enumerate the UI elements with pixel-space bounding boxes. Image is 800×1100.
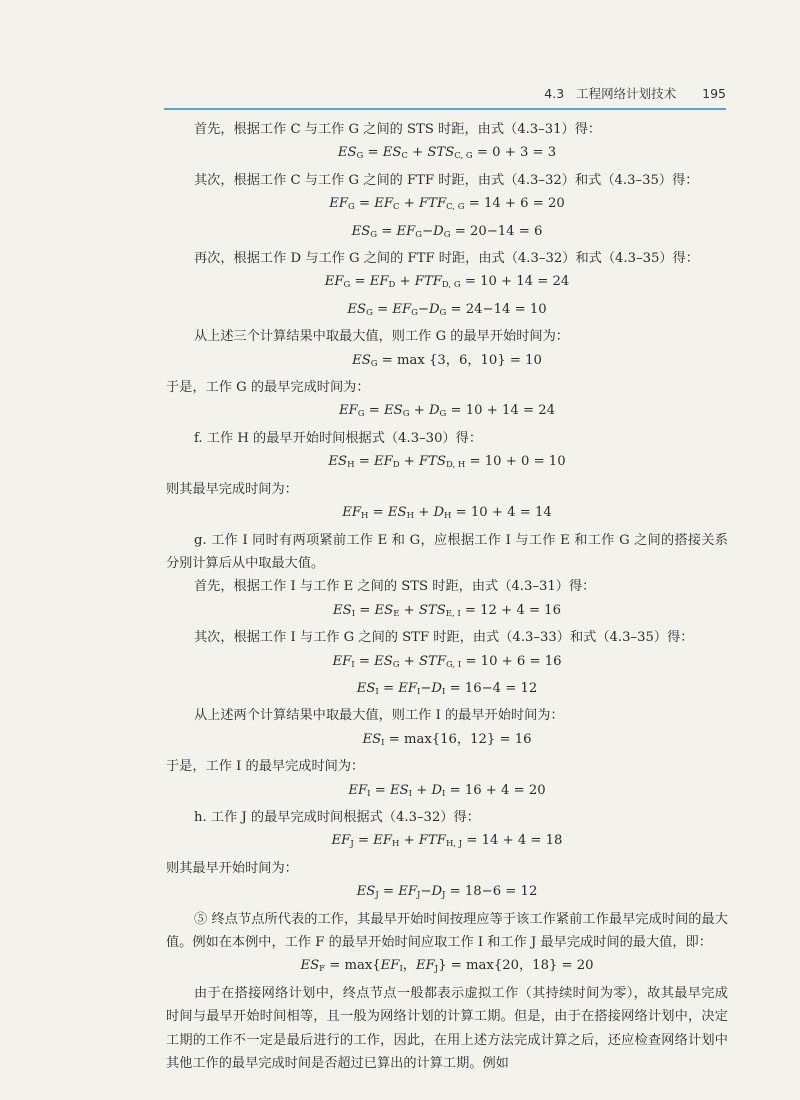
paragraph: g. 工作 I 同时有两项紧前工作 E 和 G，应根据工作 I 与工作 E 和工作 G 之间的搭接关系分别计算后从中取最大值。 [166,532,728,571]
equation: $ES_G = EF_G-D_G = 24-14 = 10$ [347,301,547,318]
page-number: 195 [702,86,726,101]
equation: $EF_H = ES_H + D_H = 10 + 4 = 14$ [342,505,552,522]
paragraph: ⑤ 终点节点所代表的工作，其最早开始时间按理应等于该工作紧前工作最早完成时间的最大值。例如在本例中，工作 F 的最早开始时间应取工作 I 和工作 J 最早完成时间的最大值，即： [166,911,728,950]
page-body [166,118,728,1075]
equation: $ES_H = EF_D + FTS_{D, H} = 10 + 0 = 10$ [328,454,566,471]
paragraph: 从上述两个计算结果中取最大值，则工作 I 的最早开始时间为： [194,708,564,724]
equation: $EF_G = EF_C + FTF_{C, G} = 14 + 6 = 20$ [329,196,565,213]
equation: $EF_G = EF_D + FTF_{D, G} = 10 + 14 = 24$ [324,274,570,291]
paragraph: 于是，工作 I 的最早完成时间为： [166,759,365,775]
equation: $ES_J = EF_J-D_J = 18-6 = 12$ [356,884,538,901]
paragraph: 首先，根据工作 C 与工作 G 之间的 STS 时距，由式（4.3–31）得： [194,122,602,137]
paragraph: 则其最早开始时间为： [166,860,298,876]
header-section-number: 4.3 [544,86,565,101]
equation: $ES_G = \max \{3$，6，10} = 10 [352,352,542,369]
equation: $EF_G = ES_G + D_G = 10 + 14 = 24$ [339,403,555,420]
header-section-title: 工程网络计划技术 [576,86,677,101]
paragraph: f. 工作 H 的最早开始时间根据式（4.3–30）得： [194,430,483,446]
equation: $ES_G = ES_C + STS_{C, G} = 0 + 3 = 3$ [337,145,557,162]
equation: $ES_I = \max\{16$，12} = 16 [362,731,532,748]
paragraph: 于是，工作 G 的最早完成时间为： [166,380,370,396]
equation: $ES_I = EF_I-D_I = 16-4 = 12$ [356,680,538,697]
paragraph: 由于在搭接网络计划中，终点节点一般都表示虚拟工作（其持续时间为零），故其最早完成时间与最早开始时间相等，且一般为网络计划的计算工期。但是，由于在搭接网络计划中，决定工期的工作不一定是最后进行的工作，因此，在用上述方法完成计算之后，还应检查网络计划中其他工作的最早完成时间是否超过已算出的计算工期。例如 [166,985,728,1072]
equation: $EF_J = EF_H + FTF_{H, J} = 14 + 4 = 18$ [331,833,563,850]
paragraph: 从上述三个计算结果中取最大值，则工作 G 的最早开始时间为： [194,329,569,345]
paragraph: 则其最早完成时间为： [166,481,298,497]
equation: $ES_G = EF_G-D_G = 20-14 = 6$ [351,223,543,240]
paragraph: 其次，根据工作 I 与工作 G 之间的 STF 时距，由式（4.3–33）和式（4.3–35）得： [194,630,694,646]
paragraph: h. 工作 J 的最早完成时间根据式（4.3–32）得： [194,809,480,825]
header-text [544,84,726,102]
paragraph: 首先，根据工作 I 与工作 E 之间的 STS 时距，由式（4.3–31）得： [194,579,596,595]
equation: $ES_I = ES_E + STS_{E, I} = 12 + 4 = 16$ [333,602,561,619]
equation: $ES_F = \max\{EF_I$，$EF_J\} = \max\{20$，18} = 20 [300,958,594,975]
paragraph: 再次，根据工作 D 与工作 G 之间的 FTF 时距，由式（4.3–32）和式（4.3–35）得： [194,251,699,267]
equation: $EF_I = ES_I + D_I = 16 + 4 = 20$ [348,782,546,799]
running-header [164,80,726,110]
paragraph: 其次，根据工作 C 与工作 G 之间的 FTF 时距，由式（4.3–32）和式（4.3–35）得： [194,172,699,188]
equation: $EF_I = ES_G + STF_{G, I} = 10 + 6 = 16$ [332,653,562,670]
